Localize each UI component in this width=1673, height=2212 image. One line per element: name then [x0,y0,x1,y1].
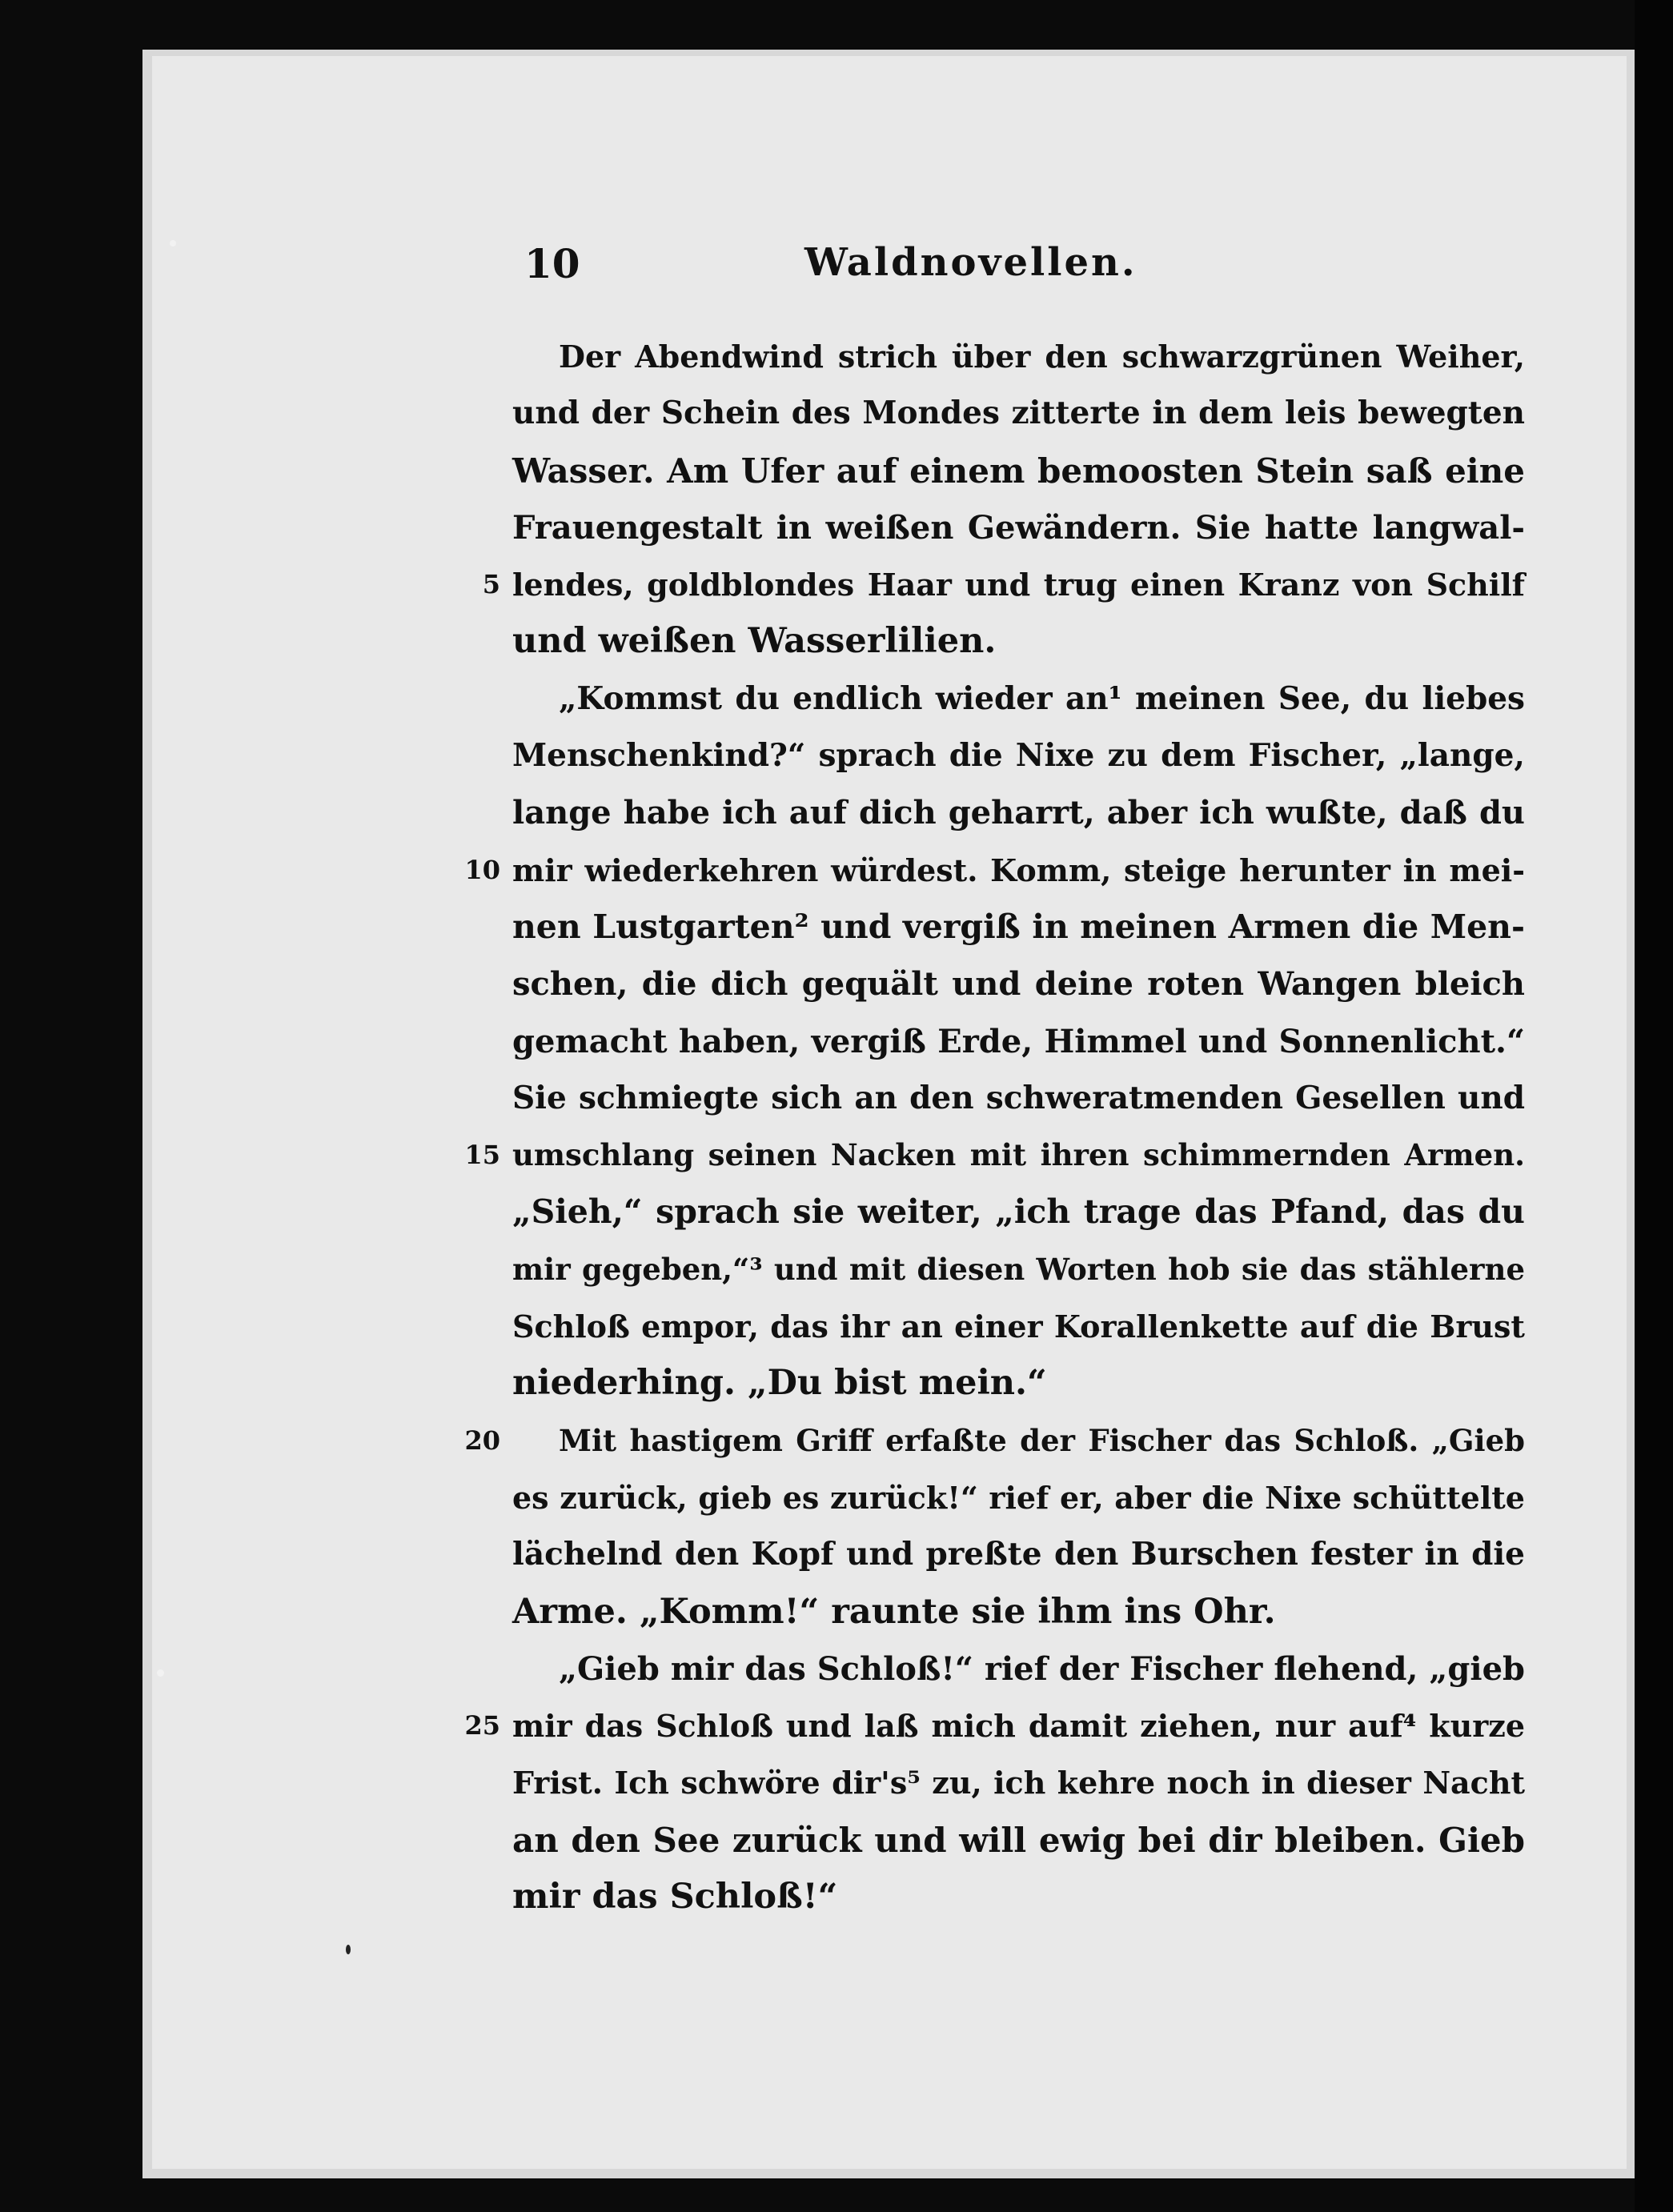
text-line [512,956,1525,1012]
scan-speck [346,1945,351,1954]
line-text: umschlang seinen Nacken mit ihren schimmernden Armen. [512,1137,1525,1173]
body-text [464,328,1525,1925]
line-text: Arme. „Komm!“ raunte sie ihm ins Ohr. [512,1591,1276,1632]
line-text: und der Schein des Mondes zitterte in dem leis bewegten [512,395,1525,432]
text-line [512,443,1525,499]
text-line [512,899,1525,956]
line-text: Mit hastigem Griff erfaßte der Fischer das Schloß. „Gieb [559,1422,1525,1458]
line-text: „Kommst du endlich wieder an¹ meinen See, du liebes [559,679,1525,717]
line-number: 25 [464,1710,500,1741]
text-line [512,1584,1525,1641]
text-line [512,727,1525,784]
text-line [512,1298,1525,1355]
line-text: Wasser. Am Ufer auf einem bemoosten Stein saß eine [512,451,1525,491]
line-text: an den See zurück und will ewig bei dir bleiben. Gieb [512,1820,1525,1860]
line-number: 5 [482,569,500,600]
running-title: Waldnovellen. [804,240,1137,285]
line-text: lächelnd den Kopf und preßte den Burschen fester in die [512,1536,1525,1573]
line-text: nen Lustgarten² und vergiß in meinen Armen die Men- [512,907,1525,946]
text-line [512,671,1525,727]
text-line [512,1812,1525,1869]
text-line [512,784,1525,841]
line-text: niederhing. „Du bist mein.“ [512,1363,1047,1404]
line-text: Frauengestalt in weißen Gewändern. Sie hatte langwal- [512,508,1525,547]
text-line [464,1127,1525,1184]
scan-speck [157,1669,164,1677]
line-number: 15 [464,1140,500,1171]
line-text: und weißen Wasserlilien. [512,621,997,662]
text-line [512,1869,1525,1925]
text-line [512,1241,1525,1298]
text-line [512,1526,1525,1583]
line-text: „Sieh,“ sprach sie weiter, „ich trage das Pfand, das du [512,1192,1525,1232]
line-text: schen, die dich gequält und deine roten Wangen bleich [512,965,1525,1004]
line-text: mir gegeben,“³ und mit diesen Worten hob sie das stählerne [512,1251,1525,1287]
text-line [512,1070,1525,1127]
page-number: 10 [524,240,580,287]
line-text: Schloß empor, das ihr an einer Korallenkette auf die Brust [512,1308,1525,1345]
line-text: lendes, goldblondes Haar und trug einen Kranz von Schilf [512,567,1525,603]
line-text: „Gieb mir das Schloß!“ rief der Fischer flehend, „gieb [559,1649,1525,1688]
line-text: Der Abendwind strich über den schwarzgrünen Weiher, [559,339,1525,375]
text-line [512,385,1525,442]
scan-gutter [1635,0,1673,2212]
text-line [512,1754,1525,1811]
line-text: gemacht haben, vergiß Erde, Himmel und Sonnenlicht.“ [512,1022,1525,1060]
text-line [512,1013,1525,1070]
text-line [482,556,1525,613]
page-header [524,240,1525,304]
line-text: Menschenkind?“ sprach die Nixe zu dem Fischer, „lange, [512,737,1525,775]
text-line [512,613,1525,670]
line-text: Frist. Ich schwöre dir's⁵ zu, ich kehre noch in dieser Nacht [512,1765,1525,1801]
line-number: 20 [464,1425,500,1456]
line-text: Sie schmiegte sich an den schweratmenden Gesellen und [512,1079,1525,1116]
text-line [512,1469,1525,1526]
line-text: es zurück, gieb es zurück!“ rief er, aber die Nixe schüttelte [512,1479,1525,1516]
line-text: lange habe ich auf dich geharrt, aber ich wußte, daß du [512,794,1525,832]
line-text: mir das Schloß und laß mich damit ziehen, nur auf⁴ kurze [512,1708,1525,1745]
line-text: mir das Schloß!“ [512,1877,838,1917]
text-line [512,1641,1525,1697]
text-line [512,1355,1525,1412]
text-line [464,1697,1525,1754]
text-line [464,1413,1525,1469]
line-number: 10 [464,854,500,885]
scan-speck [170,240,176,246]
text-line [464,842,1525,899]
text-line [512,1184,1525,1240]
text-line [512,328,1525,385]
line-text: mir wiederkehren würdest. Komm, steige herunter in mei- [512,852,1525,888]
text-line [512,499,1525,556]
